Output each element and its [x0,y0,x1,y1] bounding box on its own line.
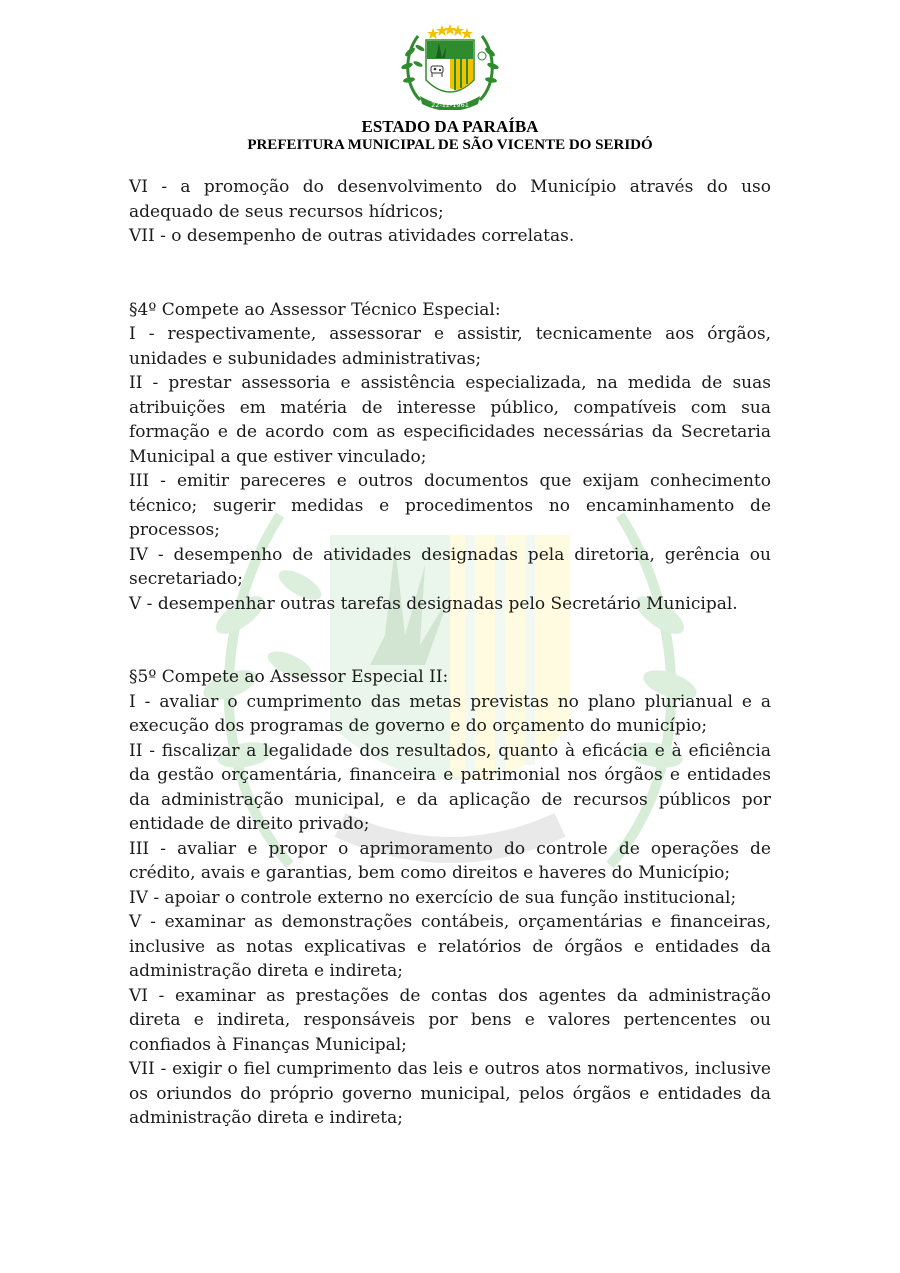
section-5-heading: §5º Compete ao Assessor Especial II: [129,667,449,687]
section-5-item-iii: III - avaliar e propor o aprimoramento do controle de operações de crédito, avais e garantias, bem como direitos e haveres do Município; [129,838,771,883]
intro-item-vii: VII - o desempenho de outras atividades correlatas. [129,226,575,246]
section-5-item-vi: VI - examinar as prestações de contas dos agentes da administração direta e indireta, responsáveis por bens e valores pertencentes ou confiados à Finanças Municipal; [129,985,771,1055]
section-spacer [129,616,771,665]
section-5-item-v: V - examinar as demonstrações contábeis, orçamentárias e financeiras, inclusive as notas explicativas e relatórios de órgãos e entidades da administração direta e indireta; [129,912,771,981]
municipal-crest-icon [398,22,502,110]
section-4-item-iii: III - emitir pareceres e outros documentos que exijam conhecimento técnico; sugerir medidas e procedimentos no encaminhamento de processos; [129,471,771,540]
section-4-item-ii: II - prestar assessoria e assistência especializada, na medida de suas atribuições em matéria de interesse público, compatíveis com sua formação e de acordo com as especificidades necessárias da Secretaria Municipal a que estiver vinculado; [129,373,771,467]
section-5 [129,665,771,1131]
section-4-item-i: I - respectivamente, assessorar e assistir, tecnicamente aos órgãos, unidades e subunidades administrativas; [129,324,771,369]
section-4-item-iv: IV - desempenho de atividades designadas pela diretoria, gerência ou secretariado; [129,544,771,589]
prefecture-title: PREFEITURA MUNICIPAL DE SÃO VICENTE DO SERIDÓ [247,137,653,153]
section-5-item-iv: IV - apoiar o controle externo no exercício de sua função institucional; [129,887,737,908]
section-4-heading: §4º Compete ao Assessor Técnico Especial: [129,299,501,320]
state-title: ESTADO DA PARAÍBA [361,117,539,136]
crest-date-label: 22-12-1961 [431,101,469,109]
section-4 [129,298,771,617]
section-5-item-vii: VII - exigir o fiel cumprimento das leis e outros atos normativos, inclusive os oriundos do próprio governo municipal, pelos órgãos e entidades da administração direta e indireta; [129,1059,771,1128]
section-4-item-v: V - desempenhar outras tarefas designadas pelo Secretário Municipal. [129,593,738,614]
section-5-item-ii: II - fiscalizar a legalidade dos resultados, quanto à eficácia e à eficiência da gestão orçamentária, financeira e patrimonial nos órgãos e entidades da administração municipal, e da aplicação de recursos públicos por entidade de direito privado; [129,740,771,834]
section-5-item-i: I - avaliar o cumprimento das metas previstas no plano plurianual e a execução dos programas de governo e do orçamento do município; [129,691,771,736]
intro-item-vi: VI - a promoção do desenvolvimento do Município através do uso adequado de seus recursos hídricos; [129,177,771,222]
intro-block [129,175,771,249]
section-spacer [129,249,771,298]
document-body [129,175,771,1131]
